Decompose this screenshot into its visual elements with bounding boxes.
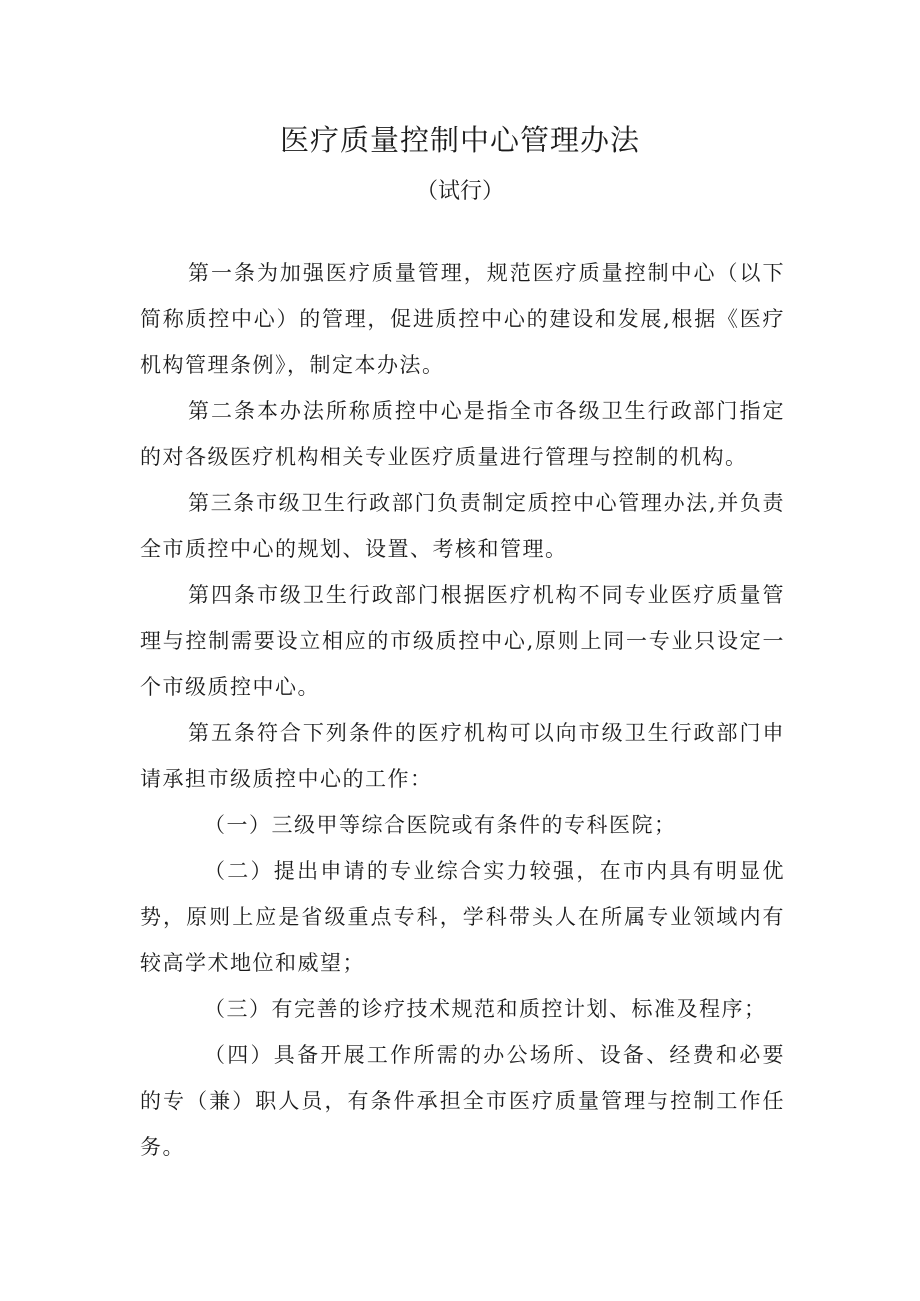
document-subtitle: （试行）	[415, 179, 504, 204]
condition-item-3: （三）有完善的诊疗技术规范和质控计划、标准及程序；	[204, 997, 767, 1021]
condition-item-2: （二）提出申请的专业综合实力较强，在市内具有明显优势，原则上应是省级重点专科，学科带头人在所属专业领域内有较高学术地位和威望；	[140, 859, 785, 975]
article-2-paragraph: 第二条本办法所称质控中心是指全市各级卫生行政部门指定的对各级医疗机构相关专业医疗质量进行管理与控制的机构。	[140, 399, 785, 469]
document-body	[140, 250, 785, 1170]
article-4-paragraph: 第四条市级卫生行政部门根据医疗机构不同专业医疗质量管理与控制需要设立相应的市级质控中心,原则上同一专业只设定一个市级质控中心。	[140, 583, 785, 699]
condition-item-1: （一）三级甲等综合医院或有条件的专科医院；	[204, 813, 677, 837]
article-5-paragraph: 第五条符合下列条件的医疗机构可以向市级卫生行政部门申请承担市级质控中心的工作：	[140, 721, 785, 791]
condition-item-4: （四）具备开展工作所需的办公场所、设备、经费和必要的专（兼）职人员，有条件承担全市医疗质量管理与控制工作任务。	[140, 1043, 785, 1159]
document-title: 医疗质量控制中心管理办法	[279, 123, 640, 157]
article-1-paragraph: 第一条为加强医疗质量管理，规范医疗质量控制中心（以下简称质控中心）的管理，促进质控中心的建设和发展,根据《医疗机构管理条例》，制定本办法。	[140, 261, 785, 377]
article-3-paragraph: 第三条市级卫生行政部门负责制定质控中心管理办法,并负责全市质控中心的规划、设置、考核和管理。	[140, 491, 785, 561]
